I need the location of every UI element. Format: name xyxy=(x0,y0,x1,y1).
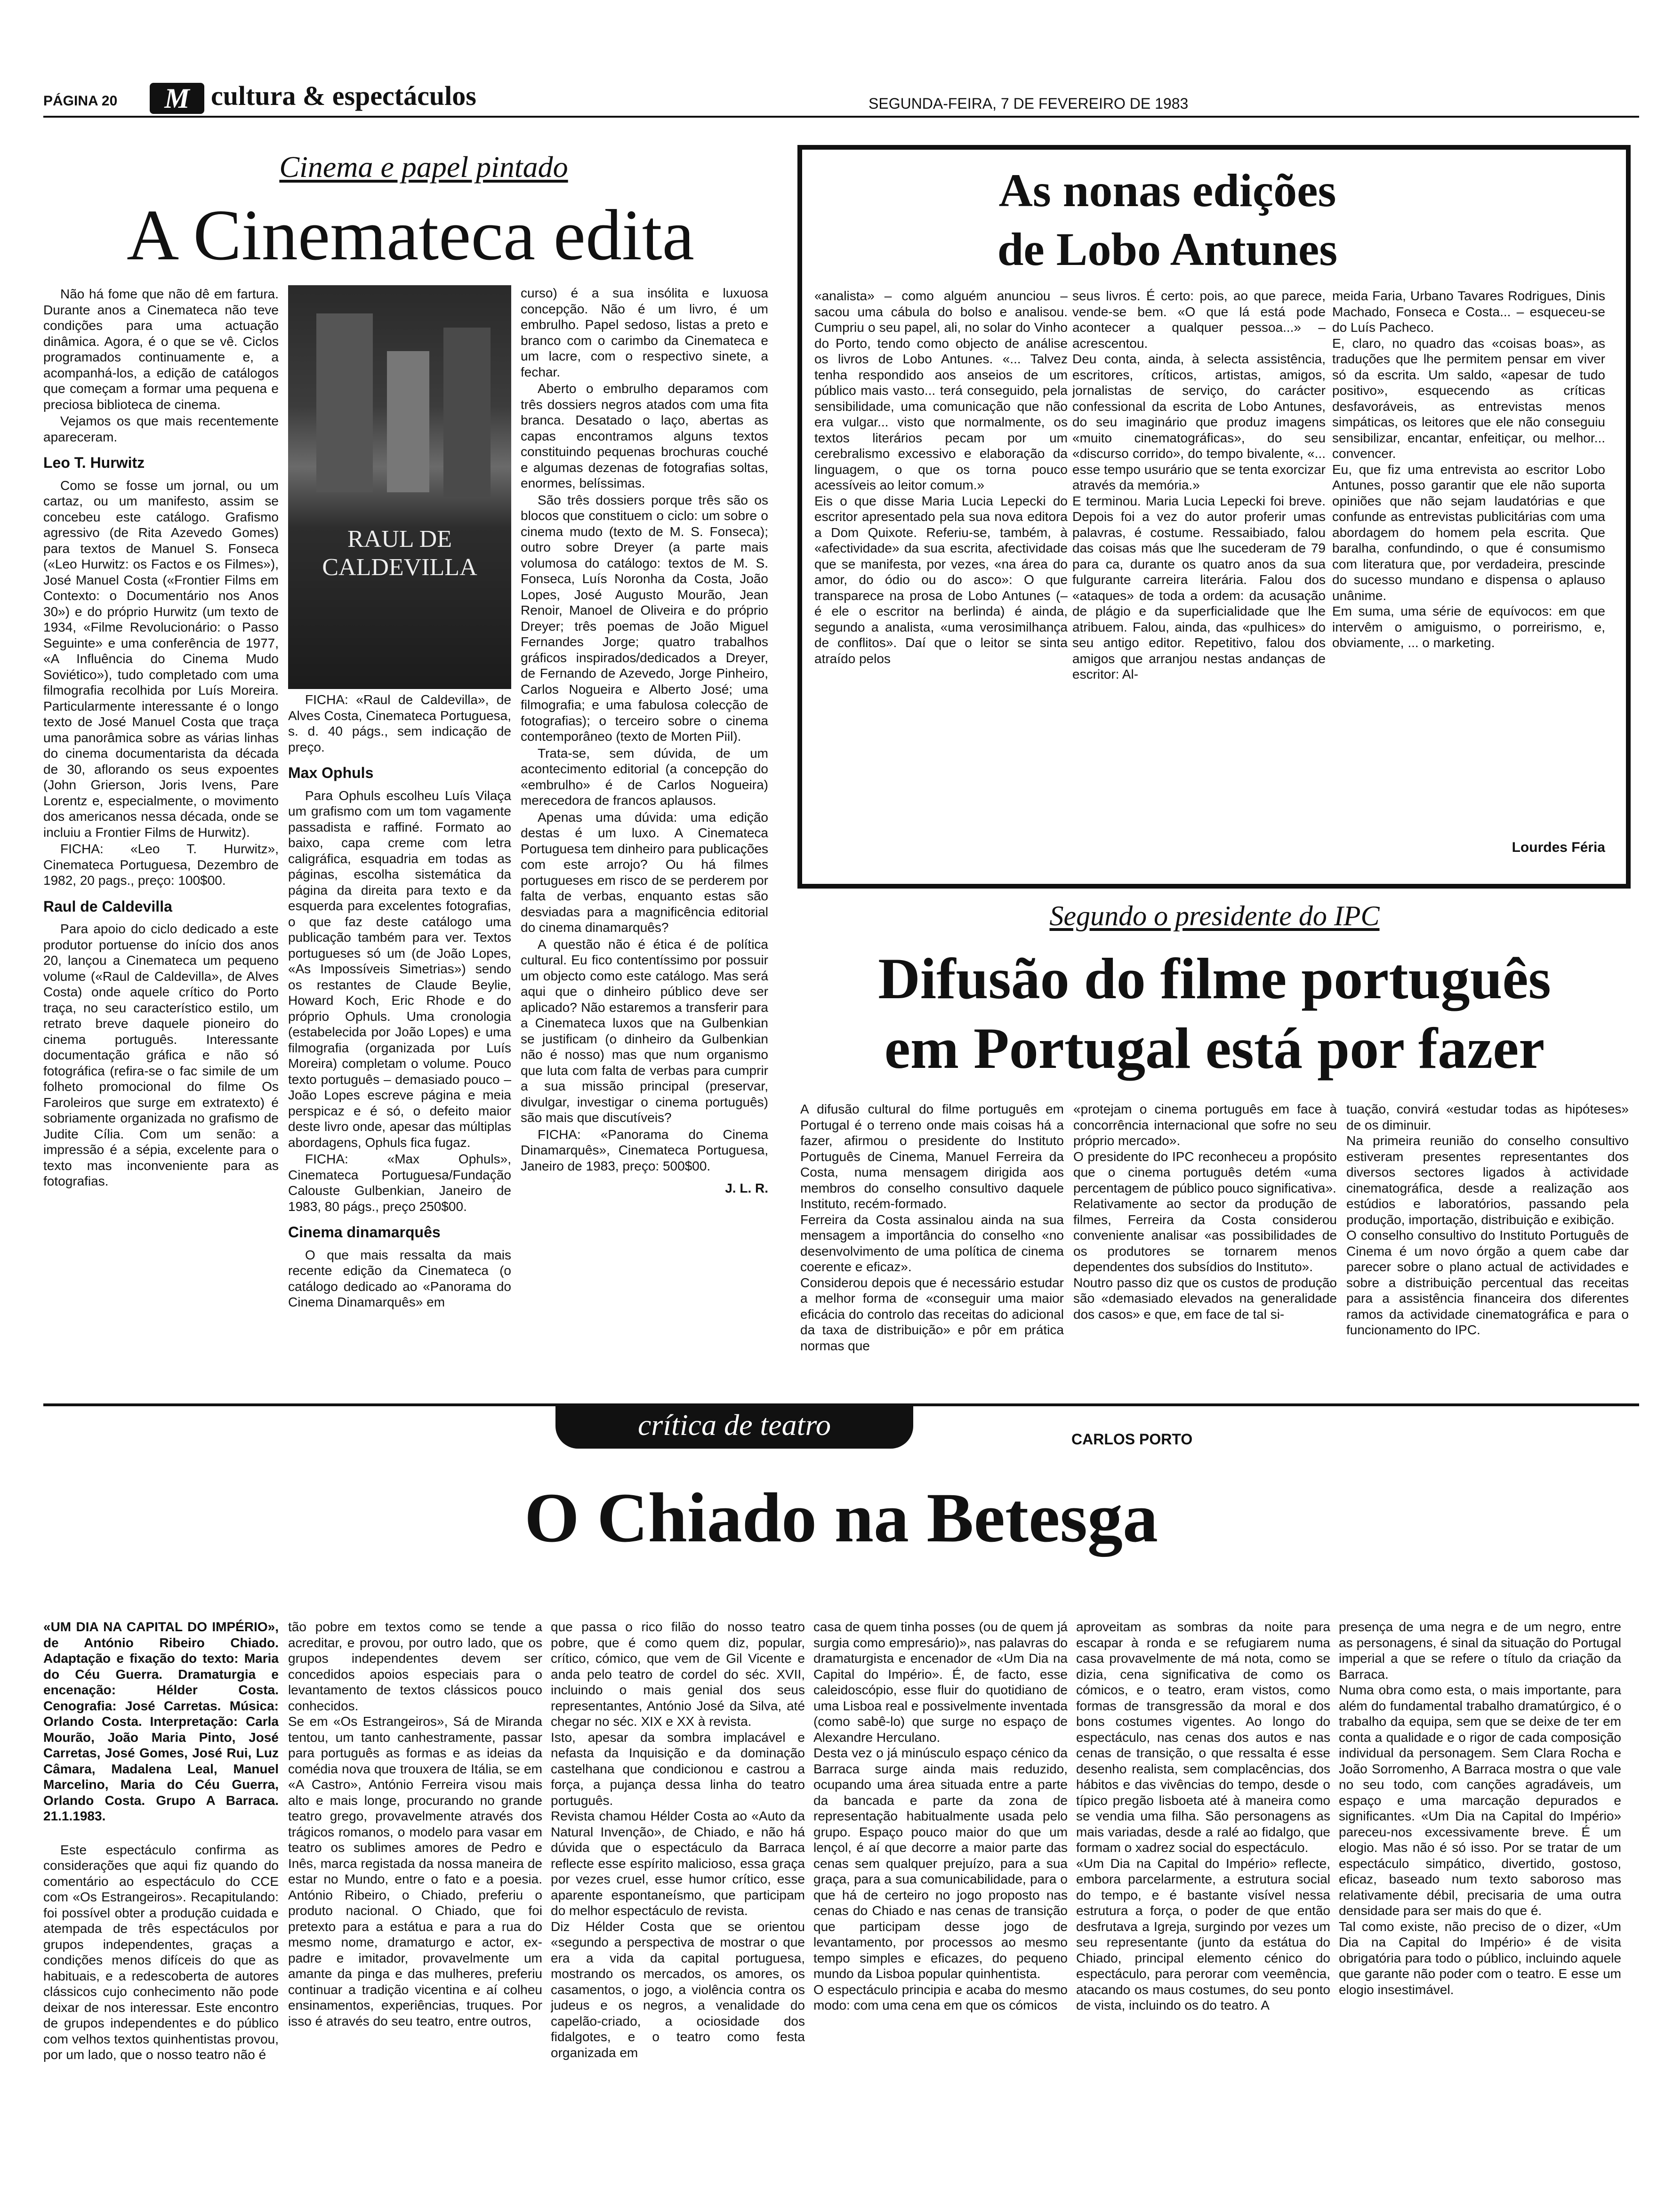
paragraph: Para Ophuls escolheu Luís Vilaça um grafismo com um tom vagamente passadista e raffiné. Formato ao baixo, capa creme com letra caligráfica, esquadria em todas as páginas, escolha sistemática da página da direita para texto e da esquerda para excelentes fotografias, o que faz deste catálogo uma publicação também para ver. Textos portugueses só um (de João Lopes, «As Impossíveis Simetrias») sendo os restantes de Claude Beylie, Howard Koch, Eric Rhode e do próprio Ophuls. Uma cronologia (estabelecida por João Lopes) e uma filmografia (organizada por Luís Moreira) completam o volume. Pouco texto português – demasiado pouco – João Lopes escreve página e meia perspicaz e é só, o defeito maior deste livro onde, apesar das múltiplas abordagens, Ophuls fica fugaz. xyxy=(288,788,511,1150)
paragraph: FICHA: «Leo T. Hurwitz», Cinemateca Portuguesa, Dezembro de 1982, 20 pags., preço: 100$00. xyxy=(43,842,279,888)
credits: «UM DIA NA CAPITAL DO IMPÉRIO», de António Ribeiro Chiado. Adaptação e fixação do texto: Maria do Céu Guerra. Dramaturgia e encenação: Hélder Costa. Cenografia: José Carretas. Música: Orlando Costa. Interpretação: Carla Mourão, João Maria Pinto, José Carretas, José Gomes, José Rui, Luz Câmara, Madalena Leal, Manuel Marcelino, Maria do Céu Guerra, Orlando Costa. Grupo A Barraca. 21.1.1983. xyxy=(43,1619,279,1823)
filme-column-1 xyxy=(800,1101,1064,1393)
paragraph: Vejamos os que mais recentemente apareceram. xyxy=(43,414,279,444)
lobo-column-2 xyxy=(1072,288,1326,872)
photo-building xyxy=(443,328,491,497)
teatro-headline: O Chiado na Betesga xyxy=(524,1479,1158,1557)
teatro-column-2 xyxy=(288,1619,542,2193)
subheading: Raul de Caldevilla xyxy=(43,898,172,915)
paragraph: tão pobre em textos como se tende a acreditar, e provou, por outro lado, que os grupos independentes devem ser concedidos apoios especiais para o levantamento de textos clássicos pouco conhecidos. Se em «Os Estrangeiros», Sá de Miranda tentou, um tanto canhestramente, passar para português as formas e as ideias da comédia nova que trouxera de Itália, se em «A Castro», António Ferreira visou mais alto e mais longe, procurando no grande teatro grego, provavelmente através dos trágicos romanos, o modelo para vasar em teatro os sublimes amores de Pedro e Inês, marca registada da nossa maneira de estar no Mundo, entre o fato e a poesia. António Ribeiro, o Chiado, preferiu o produto nacional. O Chiado, que foi pretexto para a estátua e para a rua do mesmo nome, dramaturgo e actor, ex-padre e imitador, provavelmente um amante da pinga e das mulheres, preferiu continuar a tradição vicentina e aí colheu ensinamentos, experiências, truques. Por isso é através do seu teatro, entre outros, xyxy=(288,1619,542,2028)
cinemateca-column-3 xyxy=(521,285,768,1346)
teatro-column-6 xyxy=(1339,1619,1621,2193)
section-title: cultura & espectáculos xyxy=(211,80,476,111)
filme-column-3 xyxy=(1346,1101,1629,1393)
paragraph: FICHA: «Panorama do Cinema Dinamarquês», Cinemateca Portuguesa, Janeiro de 1983, preço: 500$00. xyxy=(521,1127,768,1173)
paragraph: O que mais ressalta da mais recente edição da Cinemateca (o catálogo dedicado ao «Panorama do Cinema Dinamarquês» em xyxy=(288,1247,511,1309)
paragraph: Apenas uma dúvida: uma edição destas é um luxo. A Cinemateca Portuguesa tem dinheiro para publicações com este arrojo? Ou há filmes portugueses em risco de se perderem por falta de verbas, enquanto estas são desviadas para a magnificência editorial do cinema dinamarquês? xyxy=(521,809,768,935)
filme-headline-line-1: Difusão do filme português xyxy=(878,946,1551,1011)
lobo-headline-line-2: de Lobo Antunes xyxy=(997,223,1338,275)
filme-headline-line-2: em Portugal está por fazer xyxy=(884,1016,1545,1081)
teatro-column-5 xyxy=(1076,1619,1330,2193)
teatro-author: CARLOS PORTO xyxy=(1071,1431,1193,1448)
teatro-column-4 xyxy=(813,1619,1068,2193)
lobo-headline-line-1: As nonas edições xyxy=(998,164,1336,216)
paragraph: «protejam o cinema português em face à concorrência internacional que sofre no seu próprio mercado». O presidente do IPC reconheceu a propósito que o cinema português detém «uma percentagem de público pouco significativa». Relativamente ao sector da produção de filmes, Ferreira da Costa considerou conveniente analisar «as possibilidades de os produtores se tornarem menos dependentes dos subsídios do Instituto». Noutro passo diz que os custos de produção são «demasiado elevados na generalidade dos casos» e que, em face de tal si- xyxy=(1073,1102,1337,1322)
logo-letter: M xyxy=(164,83,190,114)
paragraph: Para apoio do ciclo dedicado a este produtor portuense do início dos anos 20, lançou a Cinemateca um pequeno volume («Raul de Caldevilla», de Alves Costa) onde aquele crítico do Porto traça, no seu característico estilo, um retrato breve daquele pioneiro do cinema português. Interessante documentação gráfica e não só fotográfica (refira-se o fac simile de um folheto promocional do filme Os Faroleiros que surge em extratexto) é sobriamente organizada no grafismo de Judite Cília. Com um senão: a impressão é a sépia, excelente para o texto mas inconveniente para as fotografias. xyxy=(43,922,279,1188)
book-cover-title: RAUL DE CALDEVILLA xyxy=(322,526,477,581)
photo-building xyxy=(316,313,373,492)
paragraph: A difusão cultural do filme português em Portugal é o terreno onde mais coisas há a fazer, afirmou o presidente do Instituto Português de Cinema, Manuel Ferreira da Costa, numa mensagem dirigida aos membros do conselho consultivo daquele Instituto, recém-formado. Ferreira da Costa assinalou ainda na sua mensagem a importância do conselho «no desenvolvimento de uma política de cinema coerente e eficaz». Considerou depois que é necessário estudar a melhor forma de «conseguir uma maior eficácia do controlo das receitas do adicional da taxa de distribuição» e pôr em prática normas que xyxy=(800,1102,1064,1353)
paragraph: A questão não é ética é de política cultural. Eu fico contentíssimo por possuir um objecto como este catálogo. Mas será aqui que o dinheiro público deve ser aplicado? Não estaremos a transferir para a Cinemateca luxos que na Gulbenkian se justificam (o dinheiro da Gulbenkian não é nosso) mas que num organismo que luta com falta de verbas para cumprir a sua missão principal (preservar, divulgar, investigar o cinema português) são mais que discutíveis? xyxy=(521,937,768,1125)
cinemateca-column-1 xyxy=(43,286,279,1345)
page-number: PÁGINA 20 xyxy=(43,93,118,109)
paragraph: Como se fosse um jornal, ou um cartaz, ou um manifesto, assim se concebeu este catálogo. Grafismo agressivo (de Rita Azevedo Gomes) para textos de Manuel S. Fonseca («Leo Hurwitz: os Factos e os Filmes»), José Manuel Costa («Frontier Films em Contexto: o Documentário nos Anos 30») e do próprio Hurwitz (um texto de 1934, «Filme Revolucionário: o Passo Seguinte» e uma conferência de 1977, «A Influência do Cinema Mudo Soviético»), tudo completado com uma filmografia recolhida por Luís Moreira. Particularmente interessante é o longo texto de José Manuel Costa que traça uma panorâmica sobre as várias linhas do cinema documentarista da década de 30, aflorando os seus expoentes (John Grierson, Joris Ivens, Pare Lorentz e, especialmente, o movimento dos americanos nessa década, onde se incluiu a Frontier Films de Hurwitz). xyxy=(43,478,279,840)
cinemateca-kicker: Cinema e papel pintado xyxy=(279,150,568,184)
section-logo xyxy=(150,83,204,114)
subheading: Max Ophuls xyxy=(288,764,374,781)
subheading: Leo T. Hurwitz xyxy=(43,454,145,471)
paragraph: seus livros. É certo: pois, ao que parece, vende-se bem. «O que lá está pode acontecer a qualquer pessoa...» – acrescentou. Deu conta, ainda, à selecta assistência, escritores, críticos, artistas, amigos, jornalistas de serviço, do carácter confessional da escrita de Lobo Antunes, do seu imaginário que produz imagens «muito cinematográficas», do seu «discurso corrido», do tempo bivalente, «... esse tempo usurário que se tenta exorcizar através da memória.» E terminou. Maria Lucia Lepecki foi breve. Depois foi a vez do autor proferir umas palavras, é costume. Ressaibiado, falou das coisas más que lhe sucederam de 79 para ca, durante os quatro anos da sua fulgurante carreira literária. Falou dos «ataques» de toda a ordem: da acusação de plágio e da superficialidade que lhe atribuem. Falou, ainda, das «pulhices» do seu antigo editor. Repetitivo, falou dos amigos que arranjou nestas andanças de escritor: Al- xyxy=(1072,289,1326,681)
cinemateca-column-2 xyxy=(288,692,511,1346)
paragraph: presença de uma negra e de um negro, entre as personagens, é sinal da situação do Portugal imperial a que se refere o título da criação da Barraca. Numa obra como esta, o mais importante, para além do fundamental trabalho dramatúrgico, é o trabalho da equipa, sem que se deixe de ter em conta a qualidade e o rigor de cada composição individual da personagem. Sem Clara Rocha e João Sorromenho, A Barraca mostra o que vale no seu todo, com canções agradáveis, um espaço e uma marcação depurados e significantes. «Um Dia na Capital do Império» pareceu-nos excessivamente breve. É um elogio. Mas não é só isso. Por se tratar de um espectáculo simpático, divertido, gostoso, eficaz, baseado num texto saboroso mas relativamente débil, precisaria de uma outra densidade para ser mais do que é. Tal como existe, não preciso de o dizer, «Um Dia na Capital do Império» é de visita obrigatória para todo o público, incluindo aquele que garante não poder com o teatro. E esse um elogio insestimável. xyxy=(1339,1619,1621,1997)
teatro-column-1 xyxy=(43,1619,279,2193)
teatro-section-title: crítica de teatro xyxy=(638,1408,831,1442)
paragraph: Este espectáculo confirma as considerações que aqui fiz quando do comentário ao espectáculo do CCE com «Os Estrangeiros». Recapitulando: foi possível obter a produção cuidada e atempada de três espectáculos por grupos independentes, graças a condições menos difíceis do que as habituais, e a redescoberta de autores clássicos cujo conhecimento não pode deixar de nos interessar. Este encontro de grupos independentes e do público com velhos textos quinhentistas provou, por um lado, que o nosso teatro não é xyxy=(43,1842,279,2062)
filme-kicker: Segundo o presidente do IPC xyxy=(1049,900,1380,931)
paragraph: meida Faria, Urbano Tavares Rodrigues, Dinis Machado, Fonseca e Costa... – esqueceu-se do Luís Pacheco. E, claro, no quadro das «coisas boas», as traduções que lhe permitem pensar em viver só da escrita. Um saldo, «apesar de tudo positivo», esquecendo as críticas desfavoráveis, as entrevistas menos simpáticas, os leitores que ele não conseguiu sensibilizar, encantar, enfeitiçar, ou melhor... convencer. Eu, que fiz uma entrevista ao escritor Lobo Antunes, posso garantir que ele não suporta opiniões que não sejam laudatórias e que confunde as entrevistas publicitárias com uma abordagem do homem pela escrita. Que baralha, confundindo, o que é consumismo com literatura que, por verdadeira, prescinde do sucesso mundano e dispensa o aplauso unânime. Em suma, uma série de equívocos: em que intervêm o amiguismo, o porreirismo, e, obviamente, ... o marketing. xyxy=(1332,289,1605,650)
filme-column-2 xyxy=(1073,1101,1337,1393)
paragraph: FICHA: «Max Ophuls», Cinemateca Portuguesa/Fundação Calouste Gulbenkian, Janeiro de 1983, 80 págs., preço 250$00. xyxy=(288,1152,511,1214)
signature: J. L. R. xyxy=(725,1181,768,1195)
paragraph: Aberto o embrulho deparamos com três dossiers negros atados com uma fita branca. Desatado o laço, abertas as capas encontramos alguns textos constituindo pequenas brochuras couché e algumas dezenas de fotografias soltas, enormes, belíssimas. xyxy=(521,381,768,490)
issue-date: SEGUNDA-FEIRA, 7 DE FEVEREIRO DE 1983 xyxy=(869,95,1189,112)
subheading: Cinema dinamarquês xyxy=(288,1224,441,1241)
paragraph: casa de quem tinha posses (ou de quem já surgia como empresário)», nas palavras do dramaturgista e encenador de «Um Dia na Capital do Império». É, de facto, esse caleidoscópio, esse fluir do quotidiano de uma Lisboa real e possivelmente inventada (como sabê-lo) que surge no espaço de Alexandre Herculano. Desta vez o já minúsculo espaço cénico da Barraca surge ainda mais reduzido, ocupando uma área situada entre a parte da bancada e parte da zona de representação habitualmente usada pelo grupo. Espaço pouco maior do que um lençol, é aí que decorre a maior parte das cenas sem qualquer prejuízo, para a sua graça, para a sua comunicabilidade, para o que há de certeiro no jogo proposto nas cenas do Chiado e nas cenas de transição que participam desse jogo de levantamento, por processos ao mesmo tempo simples e eficazes, do pequeno mundo da Lisboa popular quinhentista. O espectáculo principia e acaba do mesmo modo: com uma cena em que os cómicos xyxy=(813,1619,1068,2012)
lobo-signature: Lourdes Féria xyxy=(1512,840,1605,855)
paragraph: Trata-se, sem dúvida, de um acontecimento editorial (a concepção do «embrulho» é de Carlos Nogueira) merecedora de francos aplausos. xyxy=(521,745,768,808)
paragraph: aproveitam as sombras da noite para escapar à ronda e se refugiarem numa casa provavelmente de má nota, como se dizia, cena significativa de como os cómicos, e o teatro, eram vistos, como formas de transgressão da moral e dos bons costumes vigentes. Ao longo do espectáculo, nas cenas dos autos e nas cenas de transição, o que ressalta é esse desenho realista, sem complacências, dos hábitos e das vivências do tempo, desde o típico pregão lisboeta até à maneira como se vendia uma filha. São personagens as mais variadas, desde a ralé ao fidalgo, que formam o xadrez social do espectáculo. «Um Dia na Capital do Império» reflecte, embora parcelarmente, a estrutura social do tempo, e é bastante visível nessa estrutura a força, o poder de que então desfrutava a Igreja, surgindo por vezes um seu representante (junto da estátua do Chiado, principal elemento cénico do espectáculo, para perorar com veemência, atacando os maus costumes, do seu ponto de vista, incluindo os do teatro. A xyxy=(1076,1619,1330,2012)
paragraph: FICHA: «Raul de Caldevilla», de Alves Costa, Cinemateca Portuguesa, s. d. 40 págs., sem indicação de preço. xyxy=(288,692,511,754)
paragraph: Não há fome que não dê em fartura. Durante anos a Cinemateca não teve condições para uma actuação dinâmica. Agora, é o que se vê. Ciclos programados continuamente e, a acompanhá-los, a edição de catálogos que começam a formar uma pequena e preciosa biblioteca de cinema. xyxy=(43,287,279,412)
paragraph: São três dossiers porque três são os blocos que constituem o ciclo: um sobre o cinema mudo (texto de M. S. Fonseca); outro sobre Dreyer (a parte mais volumosa do catálogo: textos de M. S. Fonseca, Luís Noronha da Costa, João Lopes, José Augusto Mourão, Jean Renoir, Manoel de Oliveira e do próprio Dreyer; três poemas de João Miguel Fernandes Jorge; quatro trabalhos gráficos inspirados/dedicados a Dreyer, de Fernando de Azevedo, Jorge Pinheiro, Carlos Nogueira e Alberto José; uma filmografia; e uma fabulosa colecção de fotografias); o terceiro sobre o cinema contemporâneo (texto de Morten Piil). xyxy=(521,492,768,744)
lobo-column-1 xyxy=(814,288,1068,872)
header-rule xyxy=(43,116,1639,118)
lobo-column-3 xyxy=(1332,288,1605,834)
photo-building xyxy=(387,351,429,492)
paragraph: tuação, convirá «estudar todas as hipóteses» de os diminuir. Na primeira reunião do conselho consultivo estiveram presentes representantes dos diversos sectores ligados à actividade cinematográfica, desde a realização aos estúdios e laboratórios, passando pela produção, importação, distribuição e exibição. O conselho consultivo do Instituto Português de Cinema é um novo órgão a quem cabe dar parecer sobre o plano actual de actividades e sobre a distribuição percentual das receitas para a assistência financeira dos diferentes ramos da actividade cinematográfica e para o funcionamento do IPC. xyxy=(1346,1102,1629,1337)
paragraph: que passa o rico filão do nosso teatro pobre, que é como quem diz, popular, crítico, cómico, que vem de Gil Vicente e anda pelo teatro de cordel do séc. XVII, incluindo o mais genial dos seus representantes, António José da Silva, até chegar no séc. XIX e XX à revista. Isto, apesar da sombra implacável e nefasta da Inquisição e da dominação castelhana que condicionou e castrou a força, a pujança dessa linha do teatro português. Revista chamou Hélder Costa ao «Auto da Natural Invenção», de Chiado, e não há dúvida que o espectáculo da Barraca reflecte esse espírito malicioso, essa graça por vezes cruel, esse humor crítico, esse aparente espontaneísmo, que participam do melhor espectáculo de revista. Diz Hélder Costa que se orientou «segundo a perspectiva de mostrar o que era a vida da capital portuguesa, mostrando os mercados, os amores, os casamentos, o jogo, a violência contra os judeus e os negros, a venalidade do capelão-criado, a ociosidade dos fidalgotes, e o teatro como festa organizada em xyxy=(551,1619,805,2060)
paragraph: curso) é a sua insólita e luxuosa concepção. Não é um livro, é um embrulho. Papel sedoso, listas a preto e branco com o carimbo da Cinemateca e um lacre, com o respectivo sinete, a fechar. xyxy=(521,286,768,379)
teatro-column-3 xyxy=(551,1619,805,2193)
paragraph: «analista» – como alguém anunciou – sacou uma cábula do bolso e analisou. Cumpriu o seu papel, ali, no solar do Vinho do Porto, tendo como objecto de análise os livros de Lobo Antunes. «... Talvez tenha respondido aos anseios de um público mais vasto... terá conseguido, pela sensibilidade, uma comunicação que não era vulgar... visto que normalmente, os textos literários pecam por um cerebralismo excessivo e elaboração da linguagem, o que os torna pouco acessíveis ao leitor comum.» Eis o que disse Maria Lucia Lepecki do escritor apresentado pela sua nova editora a Dom Quixote. Referiu-se, também, à «afectividade» da sua escrita, afectividade que se manifesta, por vezes, «na área do amor, do ódio ou do asco»: O que transparece na prosa de Lobo Antunes (– é ele o escritor na berlinda) é ainda, segundo a analista, «uma verosimilhança de conflitos». Daí que o leitor se sinta atraído pelos xyxy=(814,289,1068,666)
cinemateca-headline: A Cinemateca edita xyxy=(127,195,694,275)
book-cover-photo xyxy=(288,285,511,689)
